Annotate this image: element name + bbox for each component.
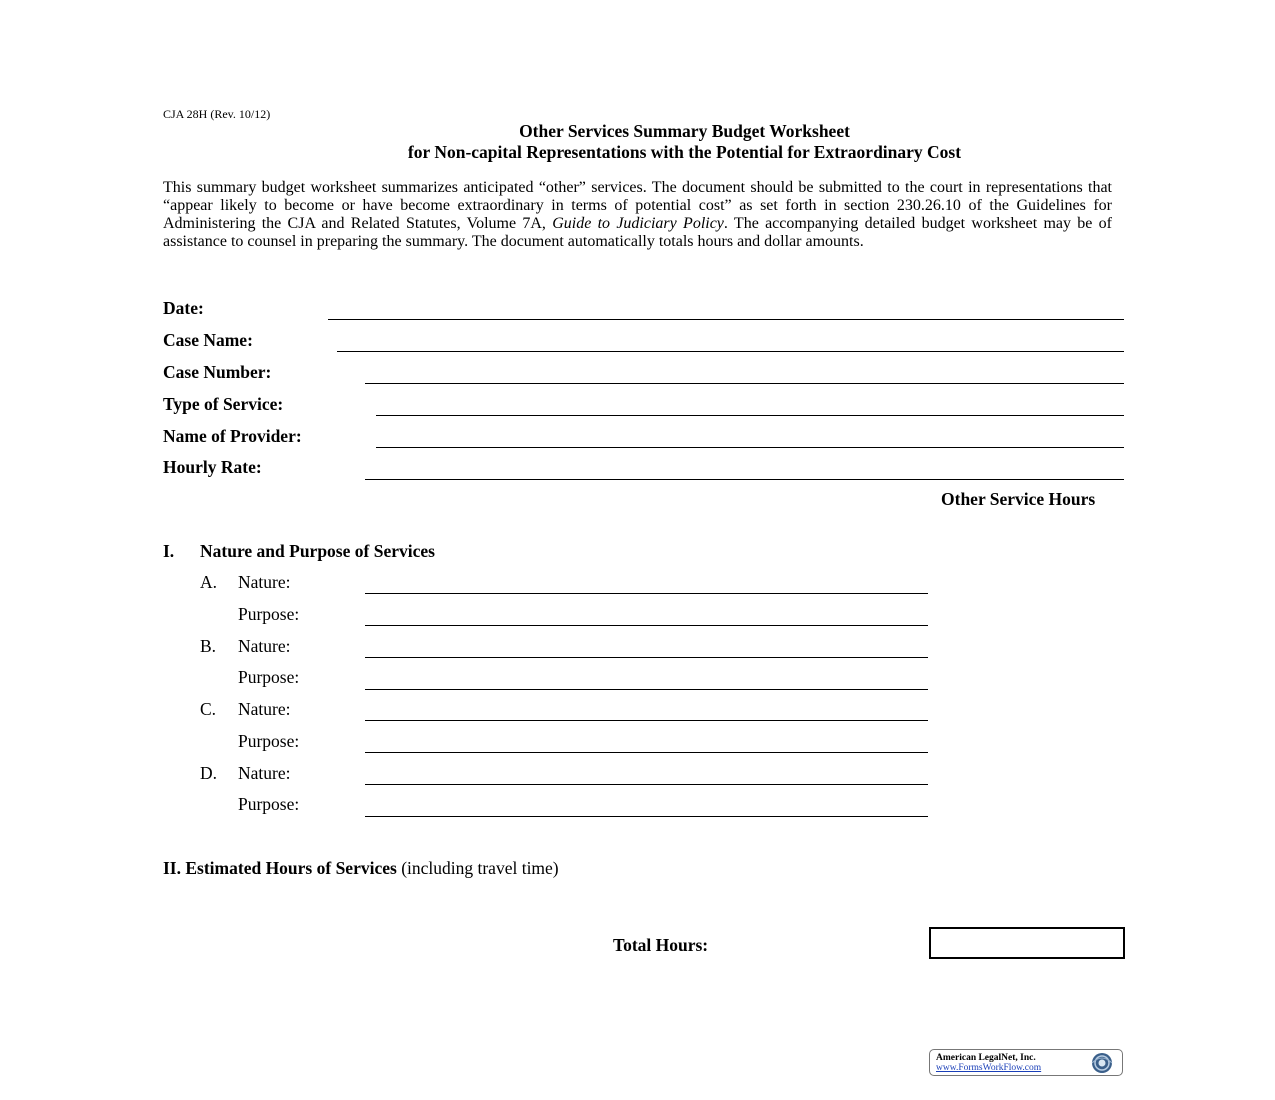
item-c-purpose-field[interactable]: [365, 752, 928, 753]
globe-icon: [1084, 1051, 1120, 1075]
total-hours-field[interactable]: [929, 927, 1125, 959]
item-a-purpose-label: Purpose:: [238, 604, 300, 624]
item-b-purpose-label: Purpose:: [238, 667, 300, 687]
case-number-label: Case Number:: [163, 362, 272, 382]
item-c-nature-field[interactable]: [365, 720, 928, 721]
type-of-service-field[interactable]: [376, 415, 1124, 416]
name-of-provider-field[interactable]: [376, 447, 1124, 448]
case-name-field[interactable]: [337, 351, 1124, 352]
item-d-letter: D.: [200, 763, 218, 783]
item-a-nature-field[interactable]: [365, 593, 928, 594]
form-number: CJA 28H (Rev. 10/12): [163, 107, 271, 121]
hourly-rate-label: Hourly Rate:: [163, 457, 262, 477]
section1-title: Nature and Purpose of Services: [200, 541, 435, 561]
logo-url-link[interactable]: www.FormsWorkFlow.com: [936, 1063, 1042, 1073]
item-a-nature-label: Nature:: [238, 572, 291, 592]
item-c-purpose-label: Purpose:: [238, 731, 300, 751]
section1-numeral: I.: [163, 541, 175, 561]
date-field[interactable]: [328, 319, 1124, 320]
item-a-letter: A.: [200, 572, 218, 592]
item-d-nature-label: Nature:: [238, 763, 291, 783]
name-of-provider-label: Name of Provider:: [163, 426, 302, 446]
case-name-label: Case Name:: [163, 330, 253, 350]
hours-column-header: Other Service Hours: [941, 489, 1096, 509]
intro-paragraph: [163, 179, 1112, 251]
item-b-nature-field[interactable]: [365, 657, 928, 658]
intro-text-2: . The accompanying detailed budget worksheet may be of assistance to counsel in preparing the summary. The document automatically totals hours and dollar amounts.: [163, 215, 1113, 250]
case-number-field[interactable]: [365, 383, 1124, 384]
intro-italic-title: Guide to Judiciary Policy: [552, 215, 724, 232]
page-title: Other Services Summary Budget Worksheet: [519, 121, 850, 141]
section2-heading: [163, 858, 559, 879]
item-d-nature-field[interactable]: [365, 784, 928, 785]
item-a-purpose-field[interactable]: [365, 625, 928, 626]
item-b-purpose-field[interactable]: [365, 689, 928, 690]
section2-note: (including travel time): [401, 858, 559, 878]
item-b-nature-label: Nature:: [238, 636, 291, 656]
item-d-purpose-label: Purpose:: [238, 794, 300, 814]
item-c-nature-label: Nature:: [238, 699, 291, 719]
page-subtitle: for Non-capital Representations with the Potential for Extraordinary Cost: [407, 142, 962, 162]
item-d-purpose-field[interactable]: [365, 816, 928, 817]
type-of-service-label: Type of Service:: [163, 394, 284, 414]
american-legalnet-logo: [929, 1049, 1123, 1076]
total-hours-label: Total Hours:: [613, 935, 709, 955]
item-c-letter: C.: [200, 699, 217, 719]
item-b-letter: B.: [200, 636, 217, 656]
section2-title: II. Estimated Hours of Services: [163, 858, 397, 878]
logo-company-name: American LegalNet, Inc.: [936, 1053, 1036, 1063]
hourly-rate-field[interactable]: [365, 479, 1124, 480]
intro-text-1: This summary budget worksheet summarizes anticipated “other” services. The document should be submitted to the court in representations that “appear likely to become or have become extraordinary in terms of potential cost” as set forth in section 230.26.10 of the Guidelines for Administering the CJA and Related Statutes, Volume 7A,: [163, 179, 1112, 232]
date-label: Date:: [163, 298, 204, 318]
